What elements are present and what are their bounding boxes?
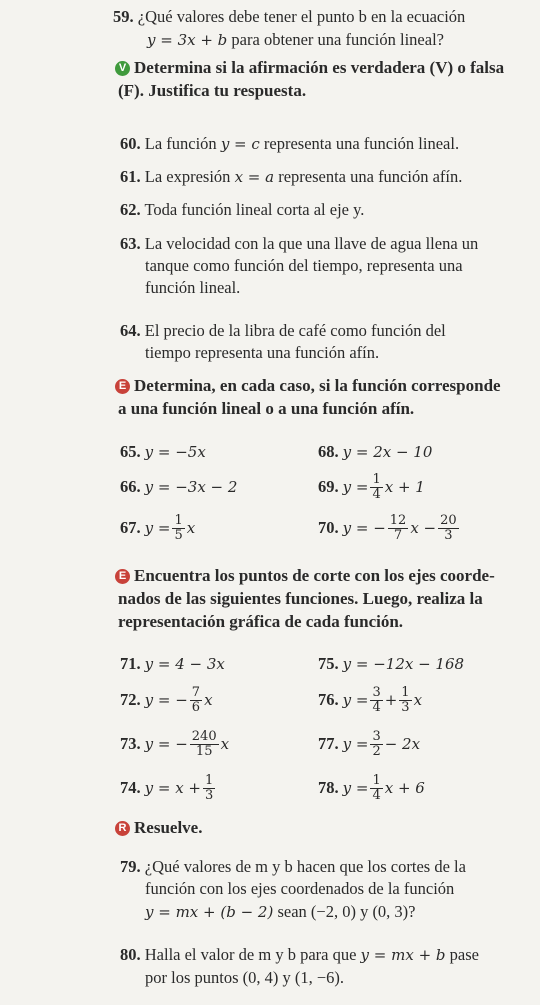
q64-line1 [120,320,446,341]
ex78-numerator: 1 [372,772,381,788]
ex77-numerator: 3 [372,728,381,744]
ex73-numerator: 240 [191,728,217,744]
q79-line1 [120,856,466,877]
ex77-fraction [370,730,382,759]
ex67-numerator: 1 [174,512,183,528]
ex74-denominator: 3 [205,787,214,803]
ex75-equation: y = −12x − 168 [342,655,465,673]
q63-line2: tanque como función del tiempo, representa una [145,256,463,275]
q59-text: ¿Qué valores debe tener el punto b en la ecuación [137,7,466,26]
ex69-lhs: y = [342,478,369,496]
section-e1-title-2: a una función lineal o a una función afín. [118,399,415,418]
q62-number: 62. [120,200,141,219]
ex72-lhs: y = − [144,691,188,709]
ex65-number: 65. [120,442,141,461]
q60 [120,133,459,155]
ex77-denominator: 2 [372,743,381,759]
q59-line1 [113,6,465,27]
ex70-denominator-1: 7 [393,527,403,543]
q62 [120,199,364,220]
q64-line2: tiempo representa una función afín. [145,343,380,362]
q61-post: representa una función afín. [278,167,463,186]
q79-equation: y = mx + (b − 2) [145,903,274,921]
q59-number: 59. [113,7,134,26]
ex70-fraction-1 [388,514,409,543]
ex75-number: 75. [318,654,339,673]
section-badge-e-2: E [115,569,130,584]
q62-text: Toda función lineal corta al eje y. [144,200,365,219]
ex76-number: 76. [318,690,339,709]
q80-pre: Halla el valor de m y b para que [144,945,357,964]
q79-text-3: sean (−2, 0) y (0, 3)? [277,902,416,921]
ex67-fraction [172,514,184,543]
ex72-rhs: x [204,691,213,709]
ex72-number: 72. [120,690,141,709]
ex76-fraction-2 [399,686,411,715]
q63-text-1: La velocidad con la que una llave de agua llena un [144,234,479,253]
section-e1-title-1: Determina, en cada caso, si la función corresponde [134,376,501,395]
ex74-numerator: 1 [205,772,214,788]
ex70-mid: x − [410,519,437,537]
q80-equation: y = mx + b [360,946,446,964]
ex78-number: 78. [318,778,339,797]
ex73-number: 73. [120,734,141,753]
ex77-lhs: y = [342,735,369,753]
exercise-72 [120,682,213,718]
exercise-76 [318,682,422,718]
q80-post: pase [449,945,479,964]
q60-equation: y = c [220,135,260,153]
q80-line1 [120,944,479,966]
q61-equation: x = a [234,168,275,186]
q63-number: 63. [120,234,141,253]
q80-line2: por los puntos (0, 4) y (1, −6). [145,968,345,987]
ex76-mid: + [384,691,398,709]
ex67-denominator: 5 [174,527,183,543]
ex72-numerator: 7 [191,684,201,700]
ex73-rhs: x [220,735,230,753]
exercise-68 [318,441,432,463]
ex73-denominator: 15 [195,743,213,759]
ex67-rhs: x [186,519,196,537]
ex72-denominator: 6 [191,699,201,715]
q61 [120,166,462,188]
q60-pre: La función [144,134,217,153]
section-badge-v: V [115,61,130,76]
q80-number: 80. [120,945,141,964]
q63-line3: función lineal. [145,278,241,297]
ex78-fraction [370,774,382,803]
ex70-numerator-1: 12 [389,512,407,528]
exercise-75 [318,653,464,675]
exercise-66 [120,476,237,498]
ex68-equation: y = 2x − 10 [342,443,433,461]
exercise-78 [318,770,425,806]
ex76-fraction-1 [370,686,382,715]
section-e2-title-3: representación gráfica de cada función. [118,612,404,631]
section-e2-title-2: nados de las siguientes funciones. Luego, realiza la [118,589,483,608]
q61-pre: La expresión [144,167,231,186]
ex71-number: 71. [120,654,141,673]
ex67-number: 67. [120,518,141,537]
section-e2-title-1: Encuentra los puntos de corte con los ejes coorde- [134,566,495,585]
q64-text-1: El precio de la libra de café como función del [144,321,446,340]
ex66-equation: y = −3x − 2 [144,478,238,496]
ex78-denominator: 4 [372,787,381,803]
ex76-numerator-2: 1 [401,684,410,700]
q59-line2 [147,29,444,51]
ex65-equation: y = −5x [144,443,206,461]
ex76-rhs: x [413,691,423,709]
q79-text-1: ¿Qué valores de m y b hacen que los cortes de la [144,857,466,876]
q59-equation: y = 3x + b [147,31,228,49]
ex70-lhs: y = − [342,519,386,537]
exercise-67 [120,510,195,546]
ex69-rhs: x + 1 [384,478,425,496]
q79-line2: función con los ejes coordenados de la función [145,879,455,898]
ex73-fraction [190,730,219,759]
ex69-denominator: 4 [372,486,381,502]
ex74-lhs: y = x + [144,779,201,797]
ex77-rhs: − 2x [384,735,421,753]
ex74-fraction [203,774,215,803]
section-v-title-1: Determina si la afirmación es verdadera (V) o falsa [134,58,505,77]
section-badge-r: R [115,821,130,836]
exercise-77 [318,726,420,762]
ex76-denominator-2: 3 [401,699,410,715]
exercise-73 [120,726,229,762]
q79-line3 [145,901,416,923]
ex74-number: 74. [120,778,141,797]
ex76-numerator-1: 3 [372,684,381,700]
ex70-numerator-2: 20 [440,512,457,528]
exercise-74 [120,770,217,806]
ex66-number: 66. [120,477,141,496]
q60-post: representa una función lineal. [263,134,460,153]
ex70-denominator-2: 3 [444,527,453,543]
exercise-69 [318,469,425,505]
ex77-number: 77. [318,734,339,753]
ex76-denominator-1: 4 [372,699,381,715]
ex78-lhs: y = [342,779,369,797]
ex73-lhs: y = − [144,735,188,753]
ex69-fraction [370,473,382,502]
ex70-fraction-2 [438,514,459,543]
q60-number: 60. [120,134,141,153]
ex69-numerator: 1 [372,471,381,487]
q63-line1 [120,233,478,254]
ex67-lhs: y = [144,519,171,537]
ex72-fraction [190,686,202,715]
ex68-number: 68. [318,442,339,461]
ex78-rhs: x + 6 [384,779,425,797]
ex70-number: 70. [318,518,339,537]
ex71-equation: y = 4 − 3x [144,655,225,673]
q61-number: 61. [120,167,141,186]
q64-number: 64. [120,321,141,340]
q79-number: 79. [120,857,141,876]
exercise-65 [120,441,206,463]
section-badge-e: E [115,379,130,394]
exercise-70 [318,510,461,546]
ex69-number: 69. [318,477,339,496]
q59-text-2: para obtener una función lineal? [231,30,444,49]
section-r-title: Resuelve. [134,818,203,837]
ex76-lhs: y = [342,691,369,709]
section-v-title-2: (F). Justifica tu respuesta. [118,81,307,100]
exercise-71 [120,653,225,675]
